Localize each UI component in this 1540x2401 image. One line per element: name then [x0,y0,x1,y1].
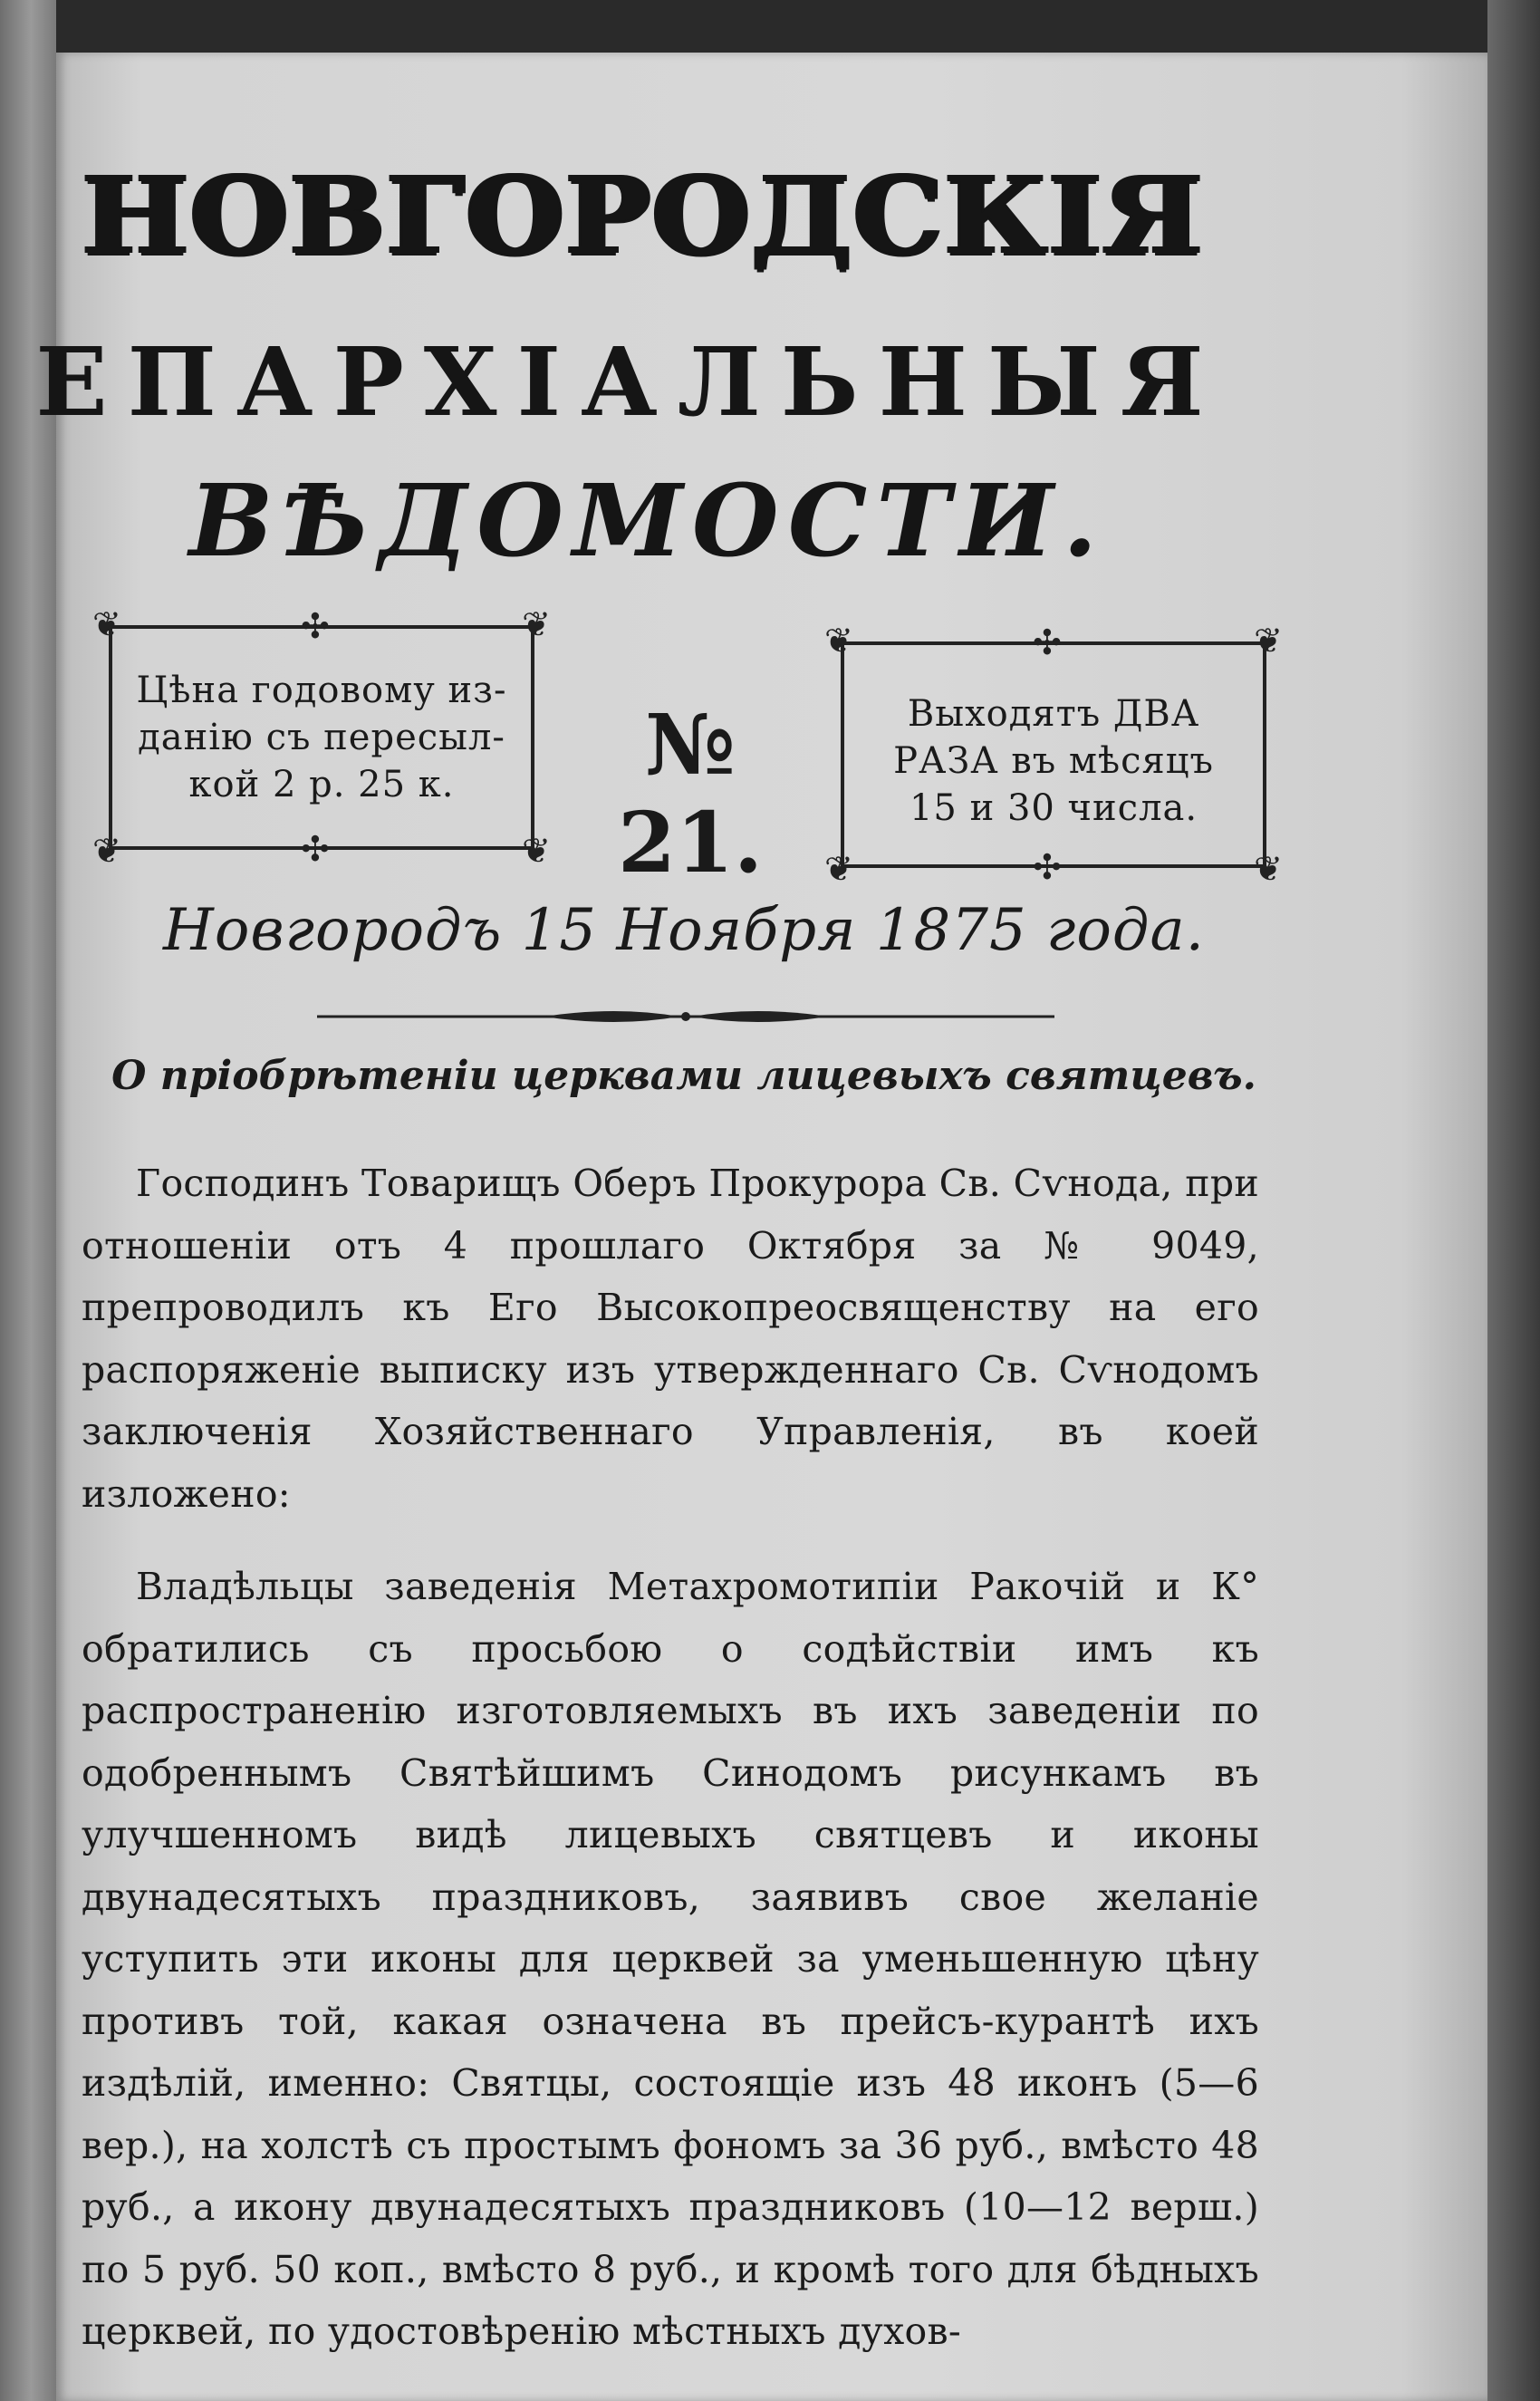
price-text [112,667,531,808]
corner-ornament-icon: ❦ [92,831,121,871]
corner-ornament-icon: ❦ [92,604,121,644]
ornamental-divider [317,1006,1054,1027]
paragraph [82,1556,1259,2363]
right-page-edge [1487,0,1540,2401]
masthead-title-line1: НОВГОРОДСКІЯ [82,152,1205,278]
masthead-title-line2: ЕПАРХІАЛЬНЫЯ [35,326,1224,438]
price-line: кой 2 р. 25 к. [188,764,455,805]
paragraph [82,1152,1259,1525]
section-title: О пріобрѣтеніи церквами лицевыхъ святцевъ. [111,1053,1256,1099]
price-line: Цѣна годовому из- [136,670,507,711]
corner-ornament-icon: ❦ [824,849,853,889]
dateline: Новгородъ 15 Ноября 1875 года. [163,897,1205,964]
corner-ornament-icon: ❦ [1254,621,1283,661]
price-line: данію съ пересыл- [138,717,505,758]
schedule-line: 15 и 30 числа. [909,787,1198,829]
corner-ornament-icon: ❦ [1254,849,1283,889]
paragraph-text: Господинъ Товарищъ Оберъ Прокурора Св. Сѵнода, при отношеніи отъ 4 прошлаго Октября за № 9049, препроводилъ къ Его Высокопреосвященству на его распоряженіе выписку изъ утвержденнаго Св. Сѵнодомъ заключенія Хозяйственнаго Управленія, въ коей изложено: [82,1162,1259,1516]
schedule-line: Выходятъ ДВА [907,693,1200,735]
flourish-ornament-icon: ✣ [1033,622,1062,662]
issue-number: № 21. [617,696,764,892]
corner-ornament-icon: ❦ [522,831,551,871]
article-body [82,1152,1259,2363]
flourish-ornament-icon: ✣ [1033,847,1062,887]
flourish-ornament-icon: ✣ [301,606,330,646]
paragraph-text: Владѣльцы заведенія Метахромотипіи Ракочій и К° обратились съ просьбою о содѣйствіи имъ къ распространенію изготовляемыхъ въ ихъ заведеніи по одобреннымъ Святѣйшимъ Синодомъ рисункамъ въ улучшенномъ видѣ лицевыхъ святцевъ и иконы двунадесятыхъ праздниковъ, заявивъ свое желаніе уступить эти иконы для церквей за уменьшенную цѣну противъ той, какая означена въ прейсъ-курантѣ ихъ издѣлій, именно: Святцы, состоящіе изъ 48 иконъ (5—6 вер.), на холстѣ съ простымъ фономъ за 36 руб., вмѣсто 48 руб., а икону двунадесятыхъ праздниковъ (10—12 верш.) по 5 руб. 50 коп., вмѣсто 8 руб., и кромѣ того для бѣдныхъ церквей, по удостовѣренію мѣстныхъ духов- [82,1565,1259,2353]
masthead-title-line3: ВѢДОМОСТИ. [188,462,1107,579]
schedule-text [844,690,1263,832]
corner-ornament-icon: ❦ [824,621,853,661]
schedule-box [824,621,1283,889]
corner-ornament-icon: ❦ [522,604,551,644]
flourish-ornament-icon: ✣ [301,829,330,869]
schedule-line: РАЗА въ мѣсяцъ [893,740,1214,782]
price-box [92,604,551,871]
